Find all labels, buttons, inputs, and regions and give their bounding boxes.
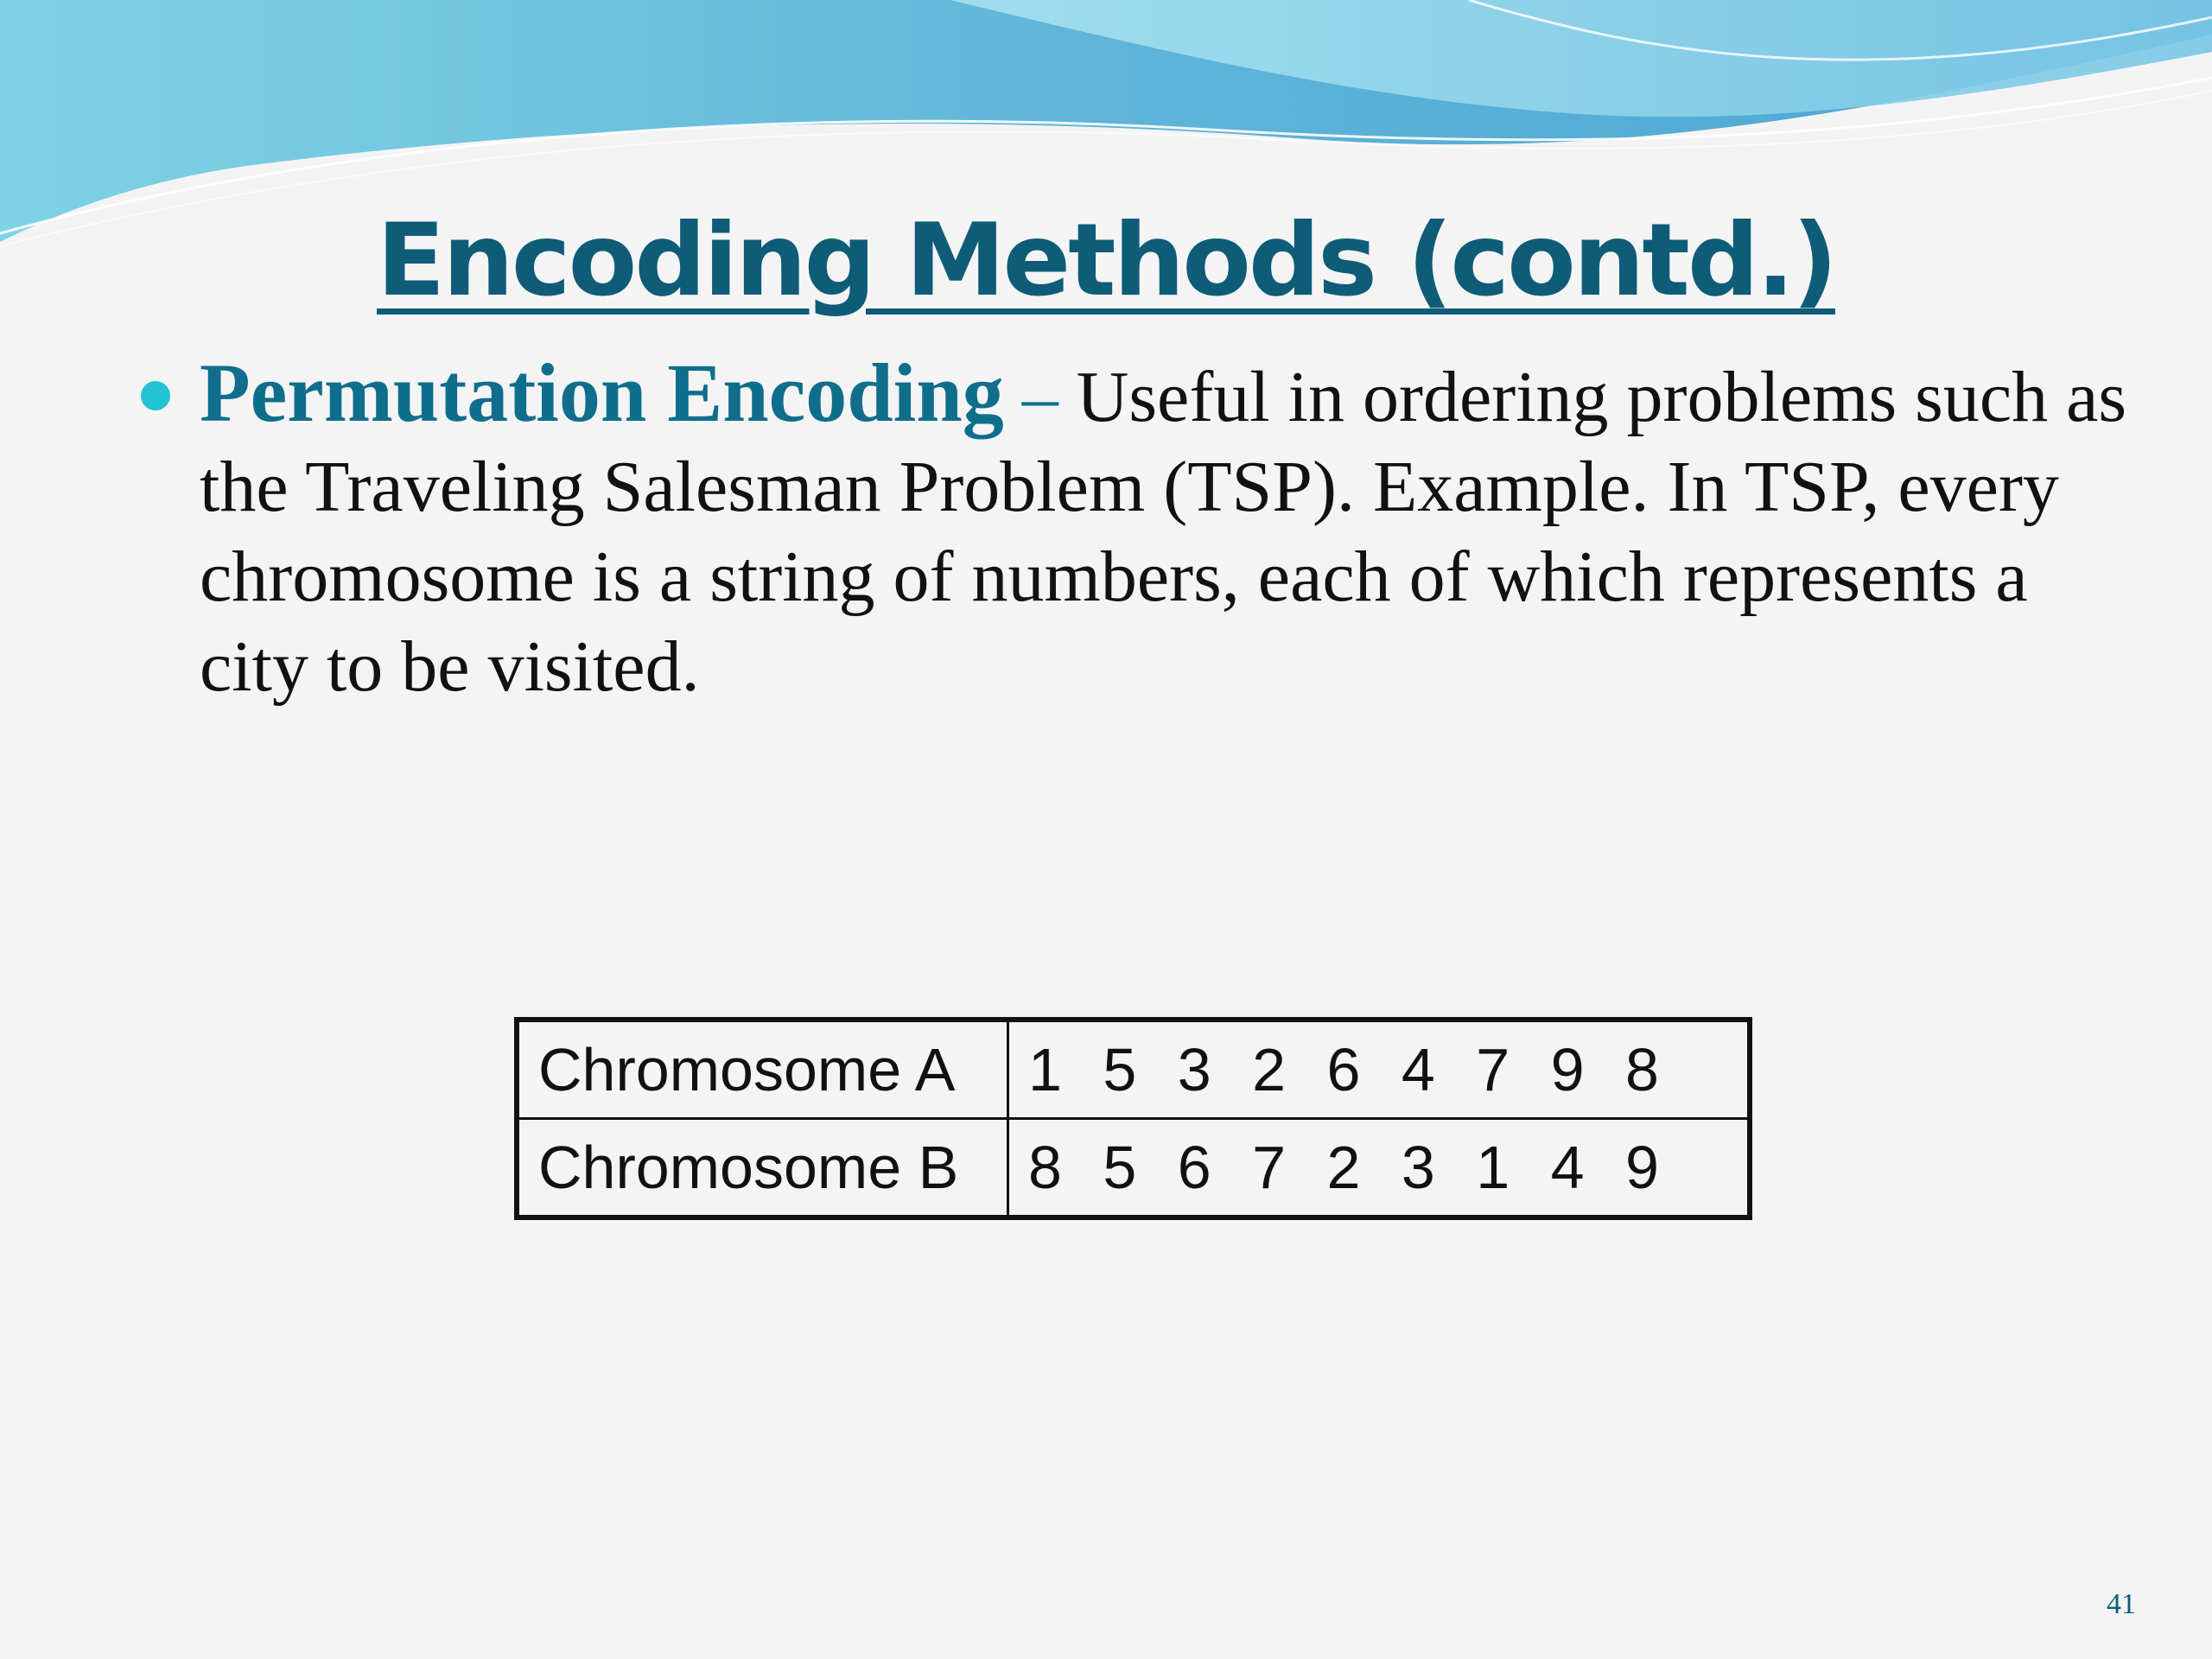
chromosome-genes: 8 5 6 7 2 3 1 4 9	[1008, 1119, 1751, 1218]
table-row	[517, 1119, 1750, 1218]
slide-title: Encoding Methods (contd.)	[377, 202, 1835, 319]
chromosome-genes: 1 5 3 2 6 4 7 9 8	[1008, 1020, 1751, 1119]
bullet-body: Useful in ordering problems such as the Traveling Salesman Problem (TSP). Example. In TSP, every chromosome is a string of numbers, each of which represents a city to be visited.	[200, 357, 2127, 707]
bullet-term: Permutation Encoding	[200, 346, 1004, 439]
bullet-paragraph	[200, 348, 2135, 712]
table-row	[517, 1020, 1750, 1119]
chromosome-table	[514, 1017, 1752, 1220]
chromosome-label: Chromosome A	[517, 1020, 1008, 1119]
page-number: 41	[2107, 1588, 2136, 1620]
chromosome-label: Chromosome B	[517, 1119, 1008, 1218]
bullet-icon	[141, 381, 170, 410]
bullet-dash: –	[1003, 357, 1077, 437]
